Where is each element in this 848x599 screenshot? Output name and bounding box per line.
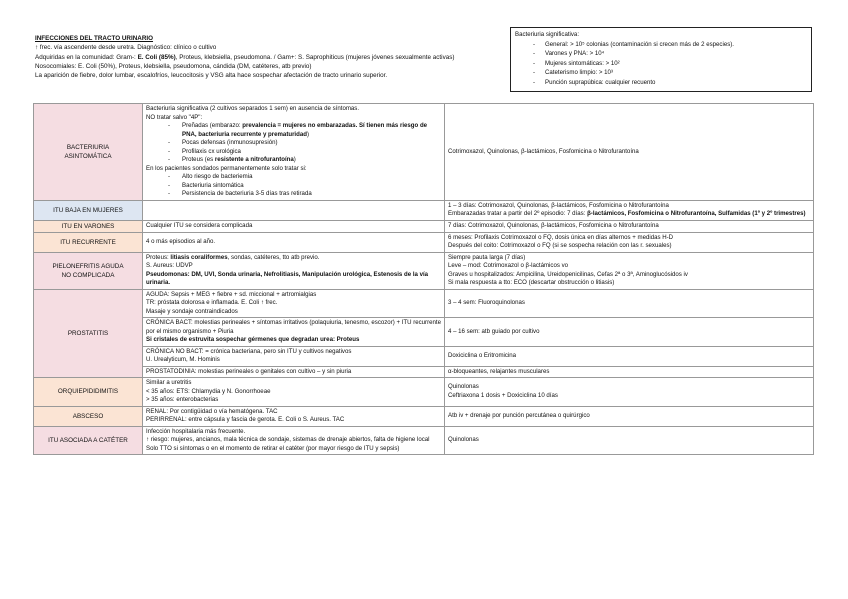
row-treatment: 7 días: Cotrimoxazol, Quinolonas, β-lactámicos, Fosfomicina o Nitrofurantoína: [445, 220, 814, 232]
row-treatment: Doxiciclina o Eritromicina: [445, 346, 814, 366]
box-item: - Punción suprapúbica: cualquier recuento: [545, 78, 807, 88]
table-row: [34, 366, 814, 378]
row-treatment: 3 – 4 sem: Fluoroquinolonas: [445, 289, 814, 318]
row-description: Proteus: litiasis coraliformes, sondas, catéteres, tto atb previo. S. Aureus: UDVP Pseudomonas: DM, UVI, Sonda urinaria, Nefrolitiasis, Manipulación urológica, Estenosis de la vía urinaria.: [143, 252, 445, 289]
row-description: CRÓNICA NO BACT: = crónica bacteriana, pero sin ITU y cultivos negativos U. Urealyticum, M. Hominis: [143, 346, 445, 366]
row-description: 4 o más episodios al año.: [143, 232, 445, 252]
box-item: - Varones y PNA: > 10⁴: [545, 49, 807, 59]
row-label-itu-baja: ITU BAJA EN MUJERES: [34, 200, 143, 220]
row-label-orquiepididimitis: ORQUIEPIDIDIMITIS: [34, 378, 143, 407]
table-row: [34, 426, 814, 455]
box-item: - Mujeres sintomáticas: > 10²: [545, 59, 807, 69]
row-description: Infección hospitalaria más frecuente. ↑ riesgo: mujeres, ancianos, mala técnica de sondaje, sistemas de drenaje abiertos, falta de higiene local Solo TTO si síntomas o en el momento de retirar el catéter (por mayor riesgo de ITU y sepsis): [143, 426, 445, 455]
table-row: [34, 252, 814, 289]
row-description: Bacteriuria significativa (2 cultivos separados 1 sem) en ausencia de síntomas. NO tratar salvo "4P": - Preñadas (embarazo: prevalencia = mujeres no embarazadas. Sí tienen más riesgo de PNA, bacteriuria recurrente y prematuridad) - Pocas defensas (inmunosupresión) - Profilaxis cx urológica - Proteus (es resistente a nitrofurantoína) En los pacientes sondados permanentemente solo tratar si: - Alto riesgo de bacteriemia - Bacteriuria sintomática - Persistencia de bacteriuria 3-5 días tras retirada: [143, 104, 445, 201]
table-row: [34, 378, 814, 407]
row-treatment: Atb iv + drenaje por punción percutánea o quirúrgico: [445, 406, 814, 426]
table-row: [34, 104, 814, 201]
row-description: PROSTATODINIA: molestias perineales o genitales con cultivo – y sin piuria: [143, 366, 445, 378]
table-row: [34, 289, 814, 318]
row-treatment: 6 meses: Profilaxis Cotrimoxazol o FQ, dosis única en días alternos + medidas H-D Después del coito: Cotrimoxazol o FQ (si se sospecha relación con las r. sexuales): [445, 232, 814, 252]
row-treatment: Cotrimoxazol, Quinolonas, β-lactámicos, Fosfomicina o Nitrofurantoína: [445, 104, 814, 201]
table-row: [34, 200, 814, 220]
intro-line: La aparición de fiebre, dolor lumbar, escalofríos, leucocitosis y VSG alta hace sospechar afectación de tracto urinario superior.: [35, 72, 388, 80]
row-label-itu-varones: ITU EN VARONES: [34, 220, 143, 232]
box-title: Bacteriuria significativa:: [515, 31, 580, 38]
row-label-pielonefritis: PIELONEFRITIS AGUDA NO COMPLICADA: [34, 252, 143, 289]
box-list: [515, 40, 807, 88]
row-treatment: Siempre pauta larga (7 días) Leve – mod: Cotrimoxazol o β-lactámicos vo Graves u hospitalizados: Ampicilina, Ureidopenicilinas, Cefas 2ª o 3ª, Aminoglucósidos iv Si mala respuesta a tto: ECO (descartar obstrucción o litiasis): [445, 252, 814, 289]
intro-section: [35, 34, 515, 80]
intro-line: ↑ frec. vía ascendente desde uretra. Diagnóstico: clínico o cultivo: [35, 44, 217, 52]
row-description: [143, 200, 445, 220]
row-description: RENAL: Por contigüidad o vía hematógena. TAC PERIRRENAL: entre cápsula y fascia de gerota. E. Coli o S. Aureus. TAC: [143, 406, 445, 426]
intro-line: Adquiridas en la comunidad: Gram-: E. Coli (85%), Proteus, klebsiella, pseudomona. / Gam+: S. Saprophiticus (mujeres jóvenes sexualmente activas): [35, 53, 455, 61]
row-treatment: Quinolonas Ceftriaxona 1 dosis + Doxiciclina 10 días: [445, 378, 814, 407]
row-treatment: Quinolonas: [445, 426, 814, 455]
row-description: AGUDA: Sepsis + MEG + fiebre + sd. miccional + artromialgias TR: próstata dolorosa e inflamada. E. Coli ↑ frec. Masaje y sondaje contraindicados: [143, 289, 445, 318]
row-label-cateter: ITU ASOCIADA A CATÉTER: [34, 426, 143, 455]
row-label-absceso: ABSCESO: [34, 406, 143, 426]
row-treatment: 4 – 16 sem: atb guiado por cultivo: [445, 318, 814, 347]
row-label-prostatitis: PROSTATITIS: [34, 289, 143, 378]
row-treatment: α-bloqueantes, relajantes musculares: [445, 366, 814, 378]
box-item: - Cateterismo limpio: > 10³: [545, 68, 807, 78]
itu-table: [33, 103, 814, 455]
box-item: - General: > 10⁵ colonias (contaminación si crecen más de 2 especies).: [545, 40, 807, 50]
table-row: [34, 318, 814, 347]
bacteriuria-box: [510, 27, 812, 92]
row-description: CRÓNICA BACT: molestias perineales + síntomas irritativos (polaquiuria, tenesmo, escozor) + ITU recurrente por el mismo organismo + Piuria Si cristales de estruvita sospechar gérmenes que degradan urea: Proteus: [143, 318, 445, 347]
table-row: [34, 220, 814, 232]
table-row: [34, 346, 814, 366]
row-description: Similar a uretritis < 35 años: ETS: Chlamydia y N. Gonorrhoeae > 35 años: enterobacterias: [143, 378, 445, 407]
table-row: [34, 406, 814, 426]
row-treatment: 1 – 3 días: Cotrimoxazol, Quinolonas, β-lactámicos, Fosfomicina o Nitrofurantoína Embarazadas tratar a partir del 2º episodio: 7 días: β-lactámicos, Fosfomicina o Nitrofurantoína, Sulfamidas (1º y 2º trimestres): [445, 200, 814, 220]
row-label-bacteriuria: BACTERIURIA ASINTOMÁTICA: [34, 104, 143, 201]
document-title: INFECCIONES DEL TRACTO URINARIO: [35, 35, 154, 42]
table-row: [34, 232, 814, 252]
intro-line: Nosocomiales: E. Coli (50%), Proteus, klebsiella, pseudomona, cándida (DM, catéteres, atb previo): [35, 62, 312, 70]
row-description: Cualquier ITU se considera complicada: [143, 220, 445, 232]
row-label-itu-recurrente: ITU RECURRENTE: [34, 232, 143, 252]
